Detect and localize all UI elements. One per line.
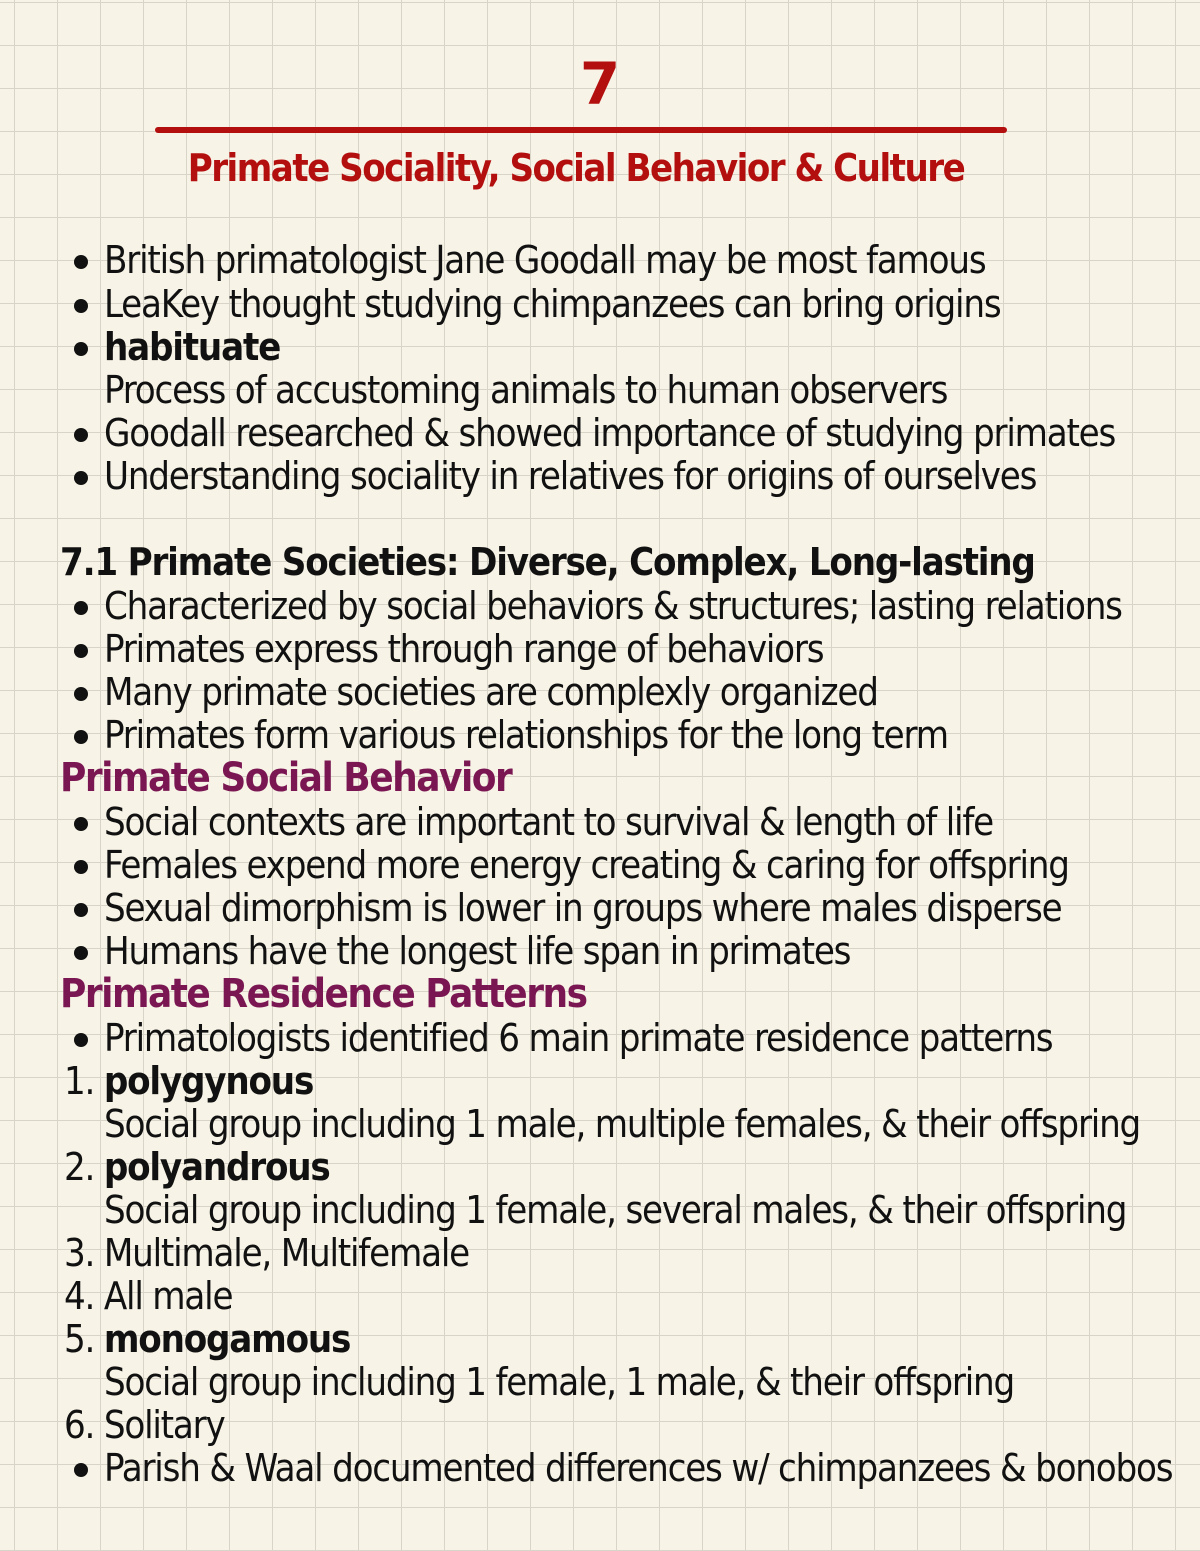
pattern-number: 6. [64,1403,95,1447]
bullet-dot [74,255,88,269]
chapter-title: Primate Sociality, Social Behavior & Culture [187,146,965,190]
pattern-term: polyandrous [103,1145,330,1189]
section-heading: 7.1 Primate Societies: Diverse, Complex, Long-lasting [60,540,1035,584]
closing-item: Parish & Waal documented differences w/ chimpanzees & bonobos [104,1446,1173,1490]
bullet-dot [74,644,88,658]
pattern-item [64,1145,330,1189]
bullet-dot [74,687,88,701]
bullet-dot [74,342,88,356]
section-item: Primates form various relationships for the long term [104,713,948,757]
bullet-dot [74,730,88,744]
pattern-definition: Social group including 1 male, multiple females, & their offspring [104,1102,1141,1146]
behavior-item: Social contexts are important to survival & length of life [104,800,994,844]
intro-item: Goodall researched & showed importance of studying primates [104,411,1116,455]
section-item: Primates express through range of behaviors [104,627,824,671]
bullet-dot [74,817,88,831]
subheading-residence-patterns: Primate Residence Patterns [60,971,587,1017]
intro-item: LeaKey thought studying chimpanzees can bring origins [104,282,1001,326]
intro-item: British primatologist Jane Goodall may be most famous [104,238,986,282]
pattern-item [64,1059,313,1103]
intro-item: Understanding sociality in relatives for origins of ourselves [104,454,1037,498]
pattern-term: Multimale, Multifemale [103,1231,469,1275]
residence-intro: Primatologists identified 6 main primate residence patterns [104,1016,1053,1060]
pattern-number: 5. [64,1317,95,1361]
bullet-dot [74,860,88,874]
bullet-dot [74,946,88,960]
bullet-dot [74,1463,88,1477]
bullet-dot [74,299,88,313]
pattern-item [64,1403,225,1447]
pattern-item [64,1317,350,1361]
bullet-dot [74,471,88,485]
pattern-definition: Social group including 1 female, 1 male, & their offspring [104,1360,1014,1404]
behavior-item: Sexual dimorphism is lower in groups where males disperse [104,886,1062,930]
pattern-term: All male [103,1274,233,1318]
pattern-item [64,1274,232,1318]
intro-definition: Process of accustoming animals to human observers [104,368,948,412]
section-item: Characterized by social behaviors & structures; lasting relations [104,584,1122,628]
pattern-item [64,1231,469,1275]
pattern-term: Solitary [103,1403,225,1447]
pattern-number: 4. [64,1274,95,1318]
bullet-dot [74,903,88,917]
pattern-term: polygynous [103,1059,314,1103]
section-item: Many primate societies are complexly organized [104,670,878,714]
behavior-item: Females expend more energy creating & caring for offspring [104,843,1069,887]
subheading-social-behavior: Primate Social Behavior [60,755,512,801]
bullet-dot [74,428,88,442]
chapter-number: 7 [579,50,621,118]
bullet-dot [74,1033,88,1047]
pattern-number: 1. [64,1059,95,1103]
pattern-definition: Social group including 1 female, several males, & their offspring [104,1188,1127,1232]
bullet-dot [74,601,88,615]
pattern-term: monogamous [103,1317,351,1361]
intro-term: habituate [104,325,281,369]
pattern-number: 3. [64,1231,95,1275]
pattern-number: 2. [64,1145,95,1189]
behavior-item: Humans have the longest life span in primates [104,929,851,973]
title-underline [155,127,1007,133]
